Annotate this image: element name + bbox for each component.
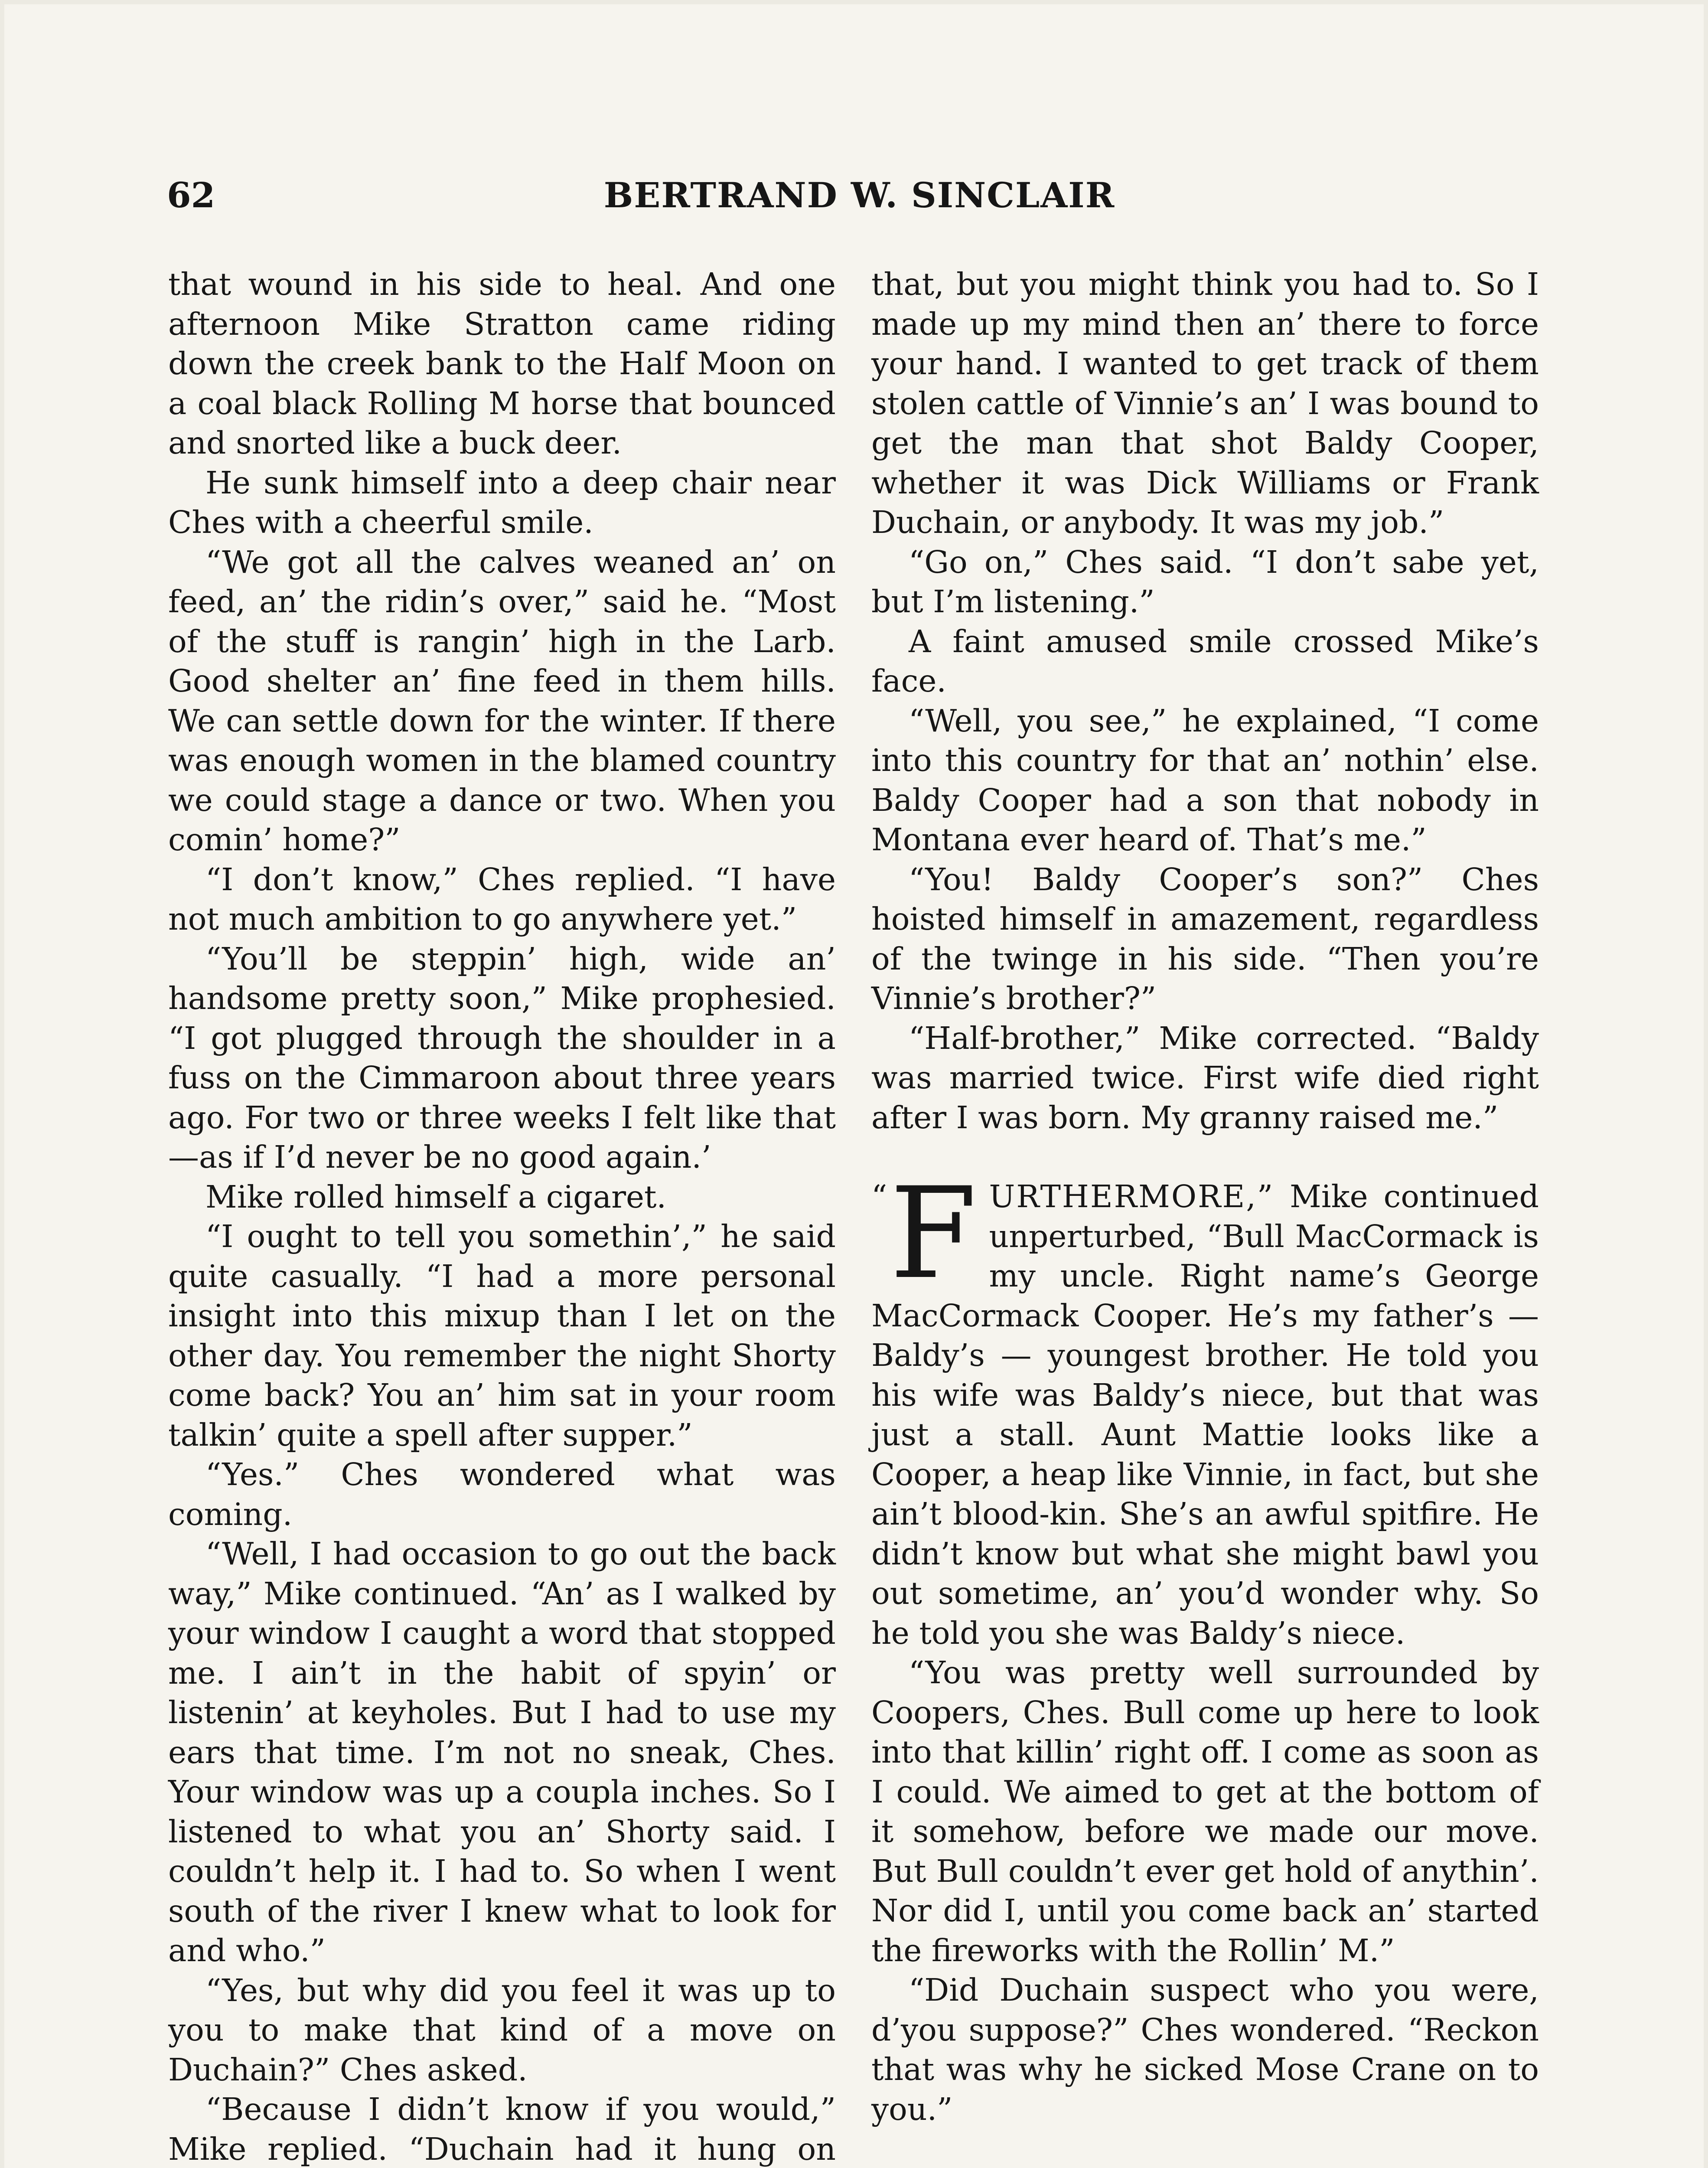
- page-header: [167, 173, 1552, 217]
- paragraph: “I ought to tell you somethin’,” he said quite casually. “I had a more personal insight into this mixup than I let on the other day. You remember the night Shorty come back? You an’ him sat in your room talkin’ quite a spell after supper.”: [168, 1218, 836, 1453]
- page-number: 62: [167, 175, 215, 215]
- paragraph: “Yes.” Ches wondered what was coming.: [168, 1456, 836, 1532]
- right-column: [871, 264, 1539, 2129]
- paragraph: that wound in his side to heal. And one afternoon Mike Stratton came riding down the creek bank to the Half Moon on a coal black Rolling M horse that bounced and snorted like a buck deer.: [168, 266, 836, 461]
- paragraph: “Well, you see,” he explained, “I come into this country for that an’ nothin’ else. Baldy Cooper had a son that nobody in Montana ever heard of. That’s me.”: [871, 702, 1539, 858]
- paragraph: “I don’t know,” Ches replied. “I have not much ambition to go anywhere yet.”: [168, 861, 836, 937]
- paragraph: Mike rolled himself a cigaret.: [205, 1179, 667, 1215]
- running-head: BERTRAND W. SINCLAIR: [603, 175, 1115, 215]
- paragraph: that, but you might think you had to. So I made up my mind then an’ there to force your hand. I wanted to get track of them stolen cattle of Vinnie’s an’ I was bound to get the man that shot Baldy Cooper, whether it was Dick Williams or Frank Duchain, or anybody. It was my job.”: [871, 266, 1539, 540]
- paragraph: “Yes, but why did you feel it was up to you to make that kind of a move on Duchain?” Ches asked.: [168, 1972, 836, 2088]
- paragraph: “Because I didn’t know if you would,” Mike replied. “Duchain had it hung on: [168, 2091, 836, 2167]
- paragraph: “You! Baldy Cooper’s son?” Ches hoisted himself in amazement, regardless of the twinge in his side. “Then you’re Vinnie’s brother?”: [871, 861, 1539, 1016]
- paragraph: “Go on,” Ches said. “I don’t sabe yet, but I’m listening.”: [871, 544, 1539, 620]
- drop-cap: F: [890, 1161, 977, 1307]
- section-opening-paragraph: [871, 1161, 1539, 1653]
- opening-quote: “: [871, 1179, 887, 1215]
- paragraph: A faint amused smile crossed Mike’s face.: [871, 623, 1539, 699]
- paragraph: “Did Duchain suspect who you were, d’you suppose?” Ches wondered. “Reckon that was why he sicked Mose Crane on to you.”: [871, 1972, 1539, 2127]
- left-column: [168, 264, 836, 2168]
- paragraph: “We got all the calves weaned an’ on feed, an’ the ridin’s over,” said he. “Most of the stuff is rangin’ high in the Larb. Good shelter an’ fine feed in them hills. We can settle down for the winter. If there was enough women in the blamed country we could stage a dance or two. When you comin’ home?”: [168, 544, 836, 858]
- paragraph: He sunk himself into a deep chair near Ches with a cheerful smile.: [168, 464, 836, 540]
- lead-smallcaps: URTHERMORE,”: [989, 1179, 1274, 1215]
- paragraph: “Half-brother,” Mike corrected. “Baldy was married twice. First wife died right after I was born. My granny raised me.”: [871, 1020, 1539, 1136]
- lead-text: Mike continued unperturbed, “Bull MacCormack is my uncle. Right name’s George MacCormack Cooper. He’s my father’s — Baldy’s — youngest brother. He told you his wife was Baldy’s niece, but that was just a stall. Aunt Mattie looks like a Cooper, a heap like Vinnie, in fact, but she ain’t blood-kin. She’s an awful spitfire. He didn’t know but what she might bawl you out sometime, an’ you’d wonder why. So he told you she was Baldy’s niece.: [871, 1179, 1539, 1651]
- paragraph: “You’ll be steppin’ high, wide an’ handsome pretty soon,” Mike prophesied. “I got plugged through the shoulder in a fuss on the Cimmaroon about three years ago. For two or three weeks I felt like that—as if I’d never be no good again.’: [168, 940, 836, 1175]
- paragraph: “Well, I had occasion to go out the back way,” Mike continued. “An’ as I walked by your window I caught a word that stopped me. I ain’t in the habit of spyin’ or listenin’ at keyholes. But I had to use my ears that time. I’m not no sneak, Ches. Your window was up a coupla inches. So I listened to what you an’ Shorty said. I couldn’t help it. I had to. So when I went south of the river I knew what to look for and who.”: [168, 1536, 836, 1969]
- paragraph: “You was pretty well surrounded by Coopers, Ches. Bull come up here to look into that killin’ right off. I come as soon as I could. We aimed to get at the bottom of it somehow, before we made our move. But Bull couldn’t ever get hold of anythin’. Nor did I, until you come back an’ started the fireworks with the Rollin’ M.”: [871, 1655, 1539, 1969]
